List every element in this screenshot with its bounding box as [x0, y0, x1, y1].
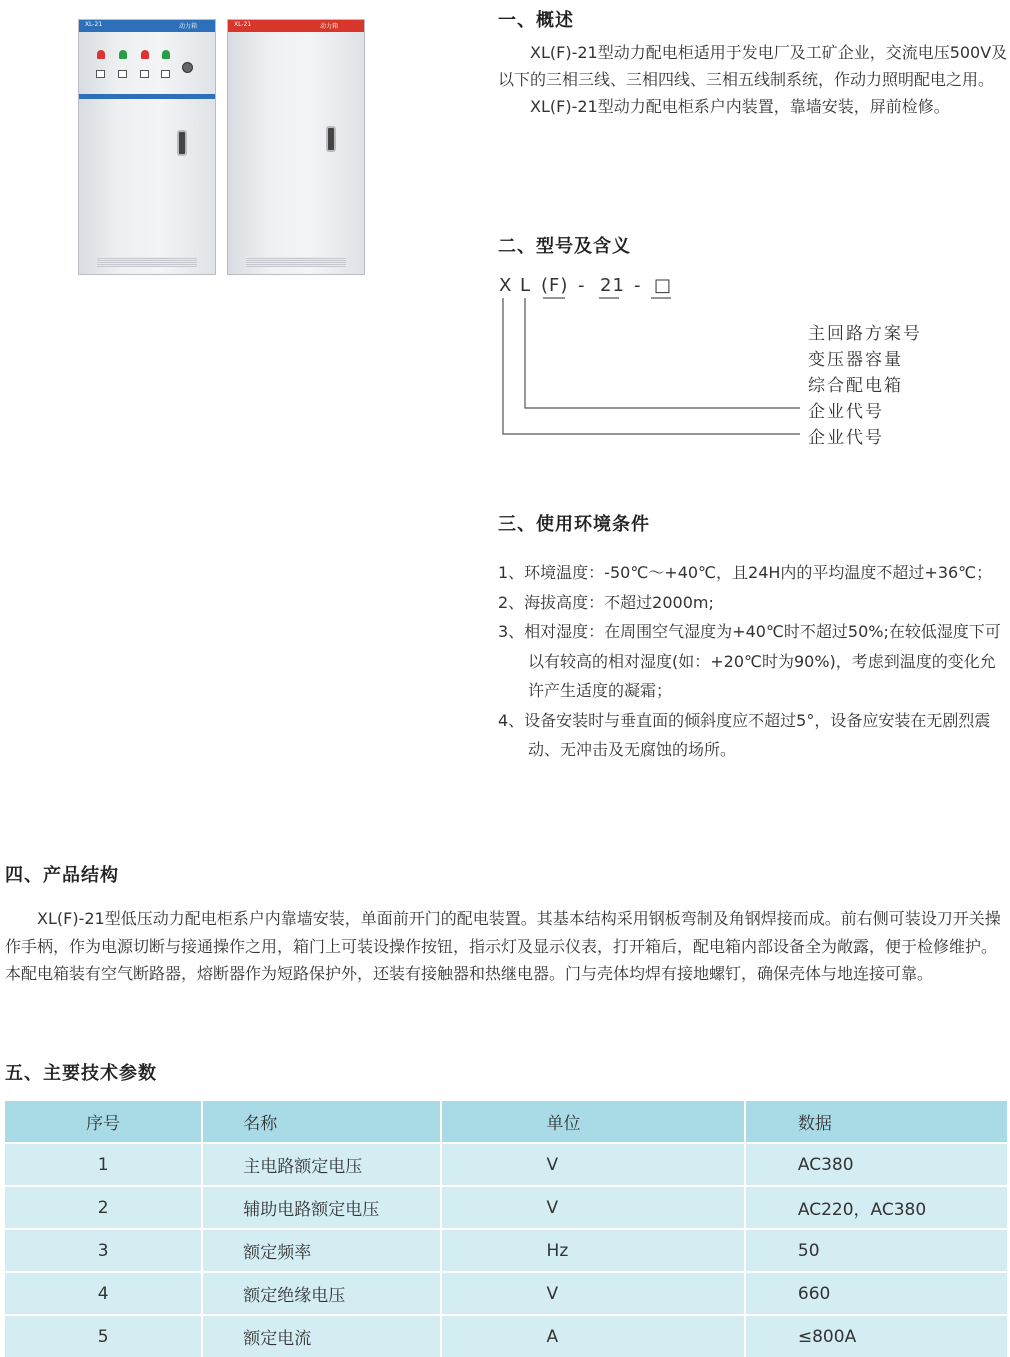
table-cell: 额定频率 [202, 1229, 440, 1272]
table-cell: 50 [745, 1229, 1007, 1272]
table-cell: 660 [745, 1272, 1007, 1315]
table-cell: 辅助电路额定电压 [202, 1186, 440, 1229]
list-item: 3、相对湿度：在周围空气湿度为+40℃时不超过50%;在较低湿度下可以有较高的相对湿度(如：+20℃时为90%)，考虑到温度的变化允许产生适度的凝霜； [498, 622, 1001, 700]
table-cell: 5 [5, 1315, 202, 1357]
table-cell: 额定电流 [202, 1315, 440, 1357]
table-cell: 3 [5, 1229, 202, 1272]
cabinet-right-badge: 动力箱 [320, 23, 339, 30]
environment-list [498, 558, 1010, 765]
section-4-paragraph: XL(F)-21型低压动力配电柜系户内靠墙安装，单面前开门的配电装置。其基本结构采用钢板弯制及角钢焊接而成。前右侧可装设刀开关操作手柄，作为电源切断与接通操作之用，箱门上可装设操作按钮，指示灯及显示仪表，打开箱后，配电箱内部设备全为敞露，便于检修维护。本配电箱装有空气断路器，熔断器作为短路保护外，还装有接触器和热继电器。门与壳体均焊有接地螺钉，确保壳体与地连接可靠。 [5, 909, 1001, 983]
table-cell: 4 [5, 1272, 202, 1315]
list-item: 1、环境温度：-50℃～+40℃，且24H内的平均温度不超过+36℃； [498, 563, 993, 582]
table-cell: ≤800A [745, 1315, 1007, 1357]
cabinet-left-label: XL-21 [85, 21, 103, 28]
parameters-table [5, 1101, 1007, 1357]
section-1-paragraph: XL(F)-21型动力配电柜适用于发电厂及工矿企业，交流电压500V及以下的三相三线、三相四线、三相五线制系统，作动力照明配电之用。 [498, 43, 1008, 89]
model-meaning: 企业代号 [808, 428, 884, 448]
table-cell: 额定绝缘电压 [202, 1272, 440, 1315]
section-5-title: 五、主要技术参数 [5, 1063, 157, 1084]
cabinet-right [227, 19, 365, 275]
indicator-lamp [97, 50, 105, 59]
model-part: 21 [600, 275, 625, 296]
section-2-title: 二、型号及含义 [498, 236, 631, 257]
model-part: □ [654, 275, 673, 296]
meter-icon [161, 70, 170, 78]
section-3-title: 三、使用环境条件 [498, 514, 650, 535]
section-1-title: 一、概述 [498, 10, 574, 31]
model-meaning: 变压器容量 [808, 350, 903, 370]
model-part: - [578, 275, 586, 296]
table-cell: AC380 [745, 1143, 1007, 1186]
list-item: 2、海拔高度：不超过2000m; [498, 592, 714, 612]
table-cell: A [441, 1315, 745, 1357]
column-header: 序号 [5, 1101, 202, 1143]
table-row [5, 1272, 1007, 1315]
table-cell: 1 [5, 1143, 202, 1186]
list-item: 4、设备安装时与垂直面的倾斜度应不超过5°，设备应安装在无剧烈震动、无冲击及无腐蚀的场所。 [498, 710, 991, 759]
model-bracket-diagram [495, 296, 815, 441]
cabinet-right-label: XL-21 [234, 21, 252, 28]
table-row [5, 1229, 1007, 1272]
door-handle-icon [177, 130, 187, 156]
table-row [5, 1186, 1007, 1229]
model-part: X [499, 275, 513, 296]
column-header: 单位 [441, 1101, 745, 1143]
indicator-lamp [141, 50, 149, 59]
model-part: L [520, 275, 532, 296]
cabinet-left-badge: 动力箱 [179, 23, 198, 30]
table-cell: V [441, 1186, 745, 1229]
meter-icon [96, 70, 105, 78]
switch-knob-icon [182, 62, 193, 73]
table-cell: Hz [441, 1229, 745, 1272]
model-meaning: 综合配电箱 [808, 376, 903, 396]
cabinet-left [78, 19, 216, 275]
table-cell: V [441, 1143, 745, 1186]
meter-icon [140, 70, 149, 78]
table-cell: AC220，AC380 [745, 1186, 1007, 1229]
indicator-lamp [162, 50, 170, 59]
section-1-paragraph: XL(F)-21型动力配电柜系户内装置，靠墙安装，屏前检修。 [530, 97, 950, 116]
door-handle-icon [326, 126, 336, 152]
column-header: 数据 [745, 1101, 1007, 1143]
table-cell: 主电路额定电压 [202, 1143, 440, 1186]
model-meaning: 主回路方案号 [808, 324, 922, 344]
meter-icon [118, 70, 127, 78]
model-part: (F) [541, 275, 569, 296]
model-part: - [634, 275, 642, 296]
product-image [75, 15, 375, 277]
table-row [5, 1315, 1007, 1357]
table-cell: V [441, 1272, 745, 1315]
table-row [5, 1143, 1007, 1186]
column-header: 名称 [202, 1101, 440, 1143]
model-meaning: 企业代号 [808, 402, 884, 422]
indicator-lamp [119, 50, 127, 59]
section-1-body [498, 39, 1008, 120]
table-header-row [5, 1101, 1007, 1143]
table-cell: 2 [5, 1186, 202, 1229]
section-4-title: 四、产品结构 [5, 865, 119, 886]
